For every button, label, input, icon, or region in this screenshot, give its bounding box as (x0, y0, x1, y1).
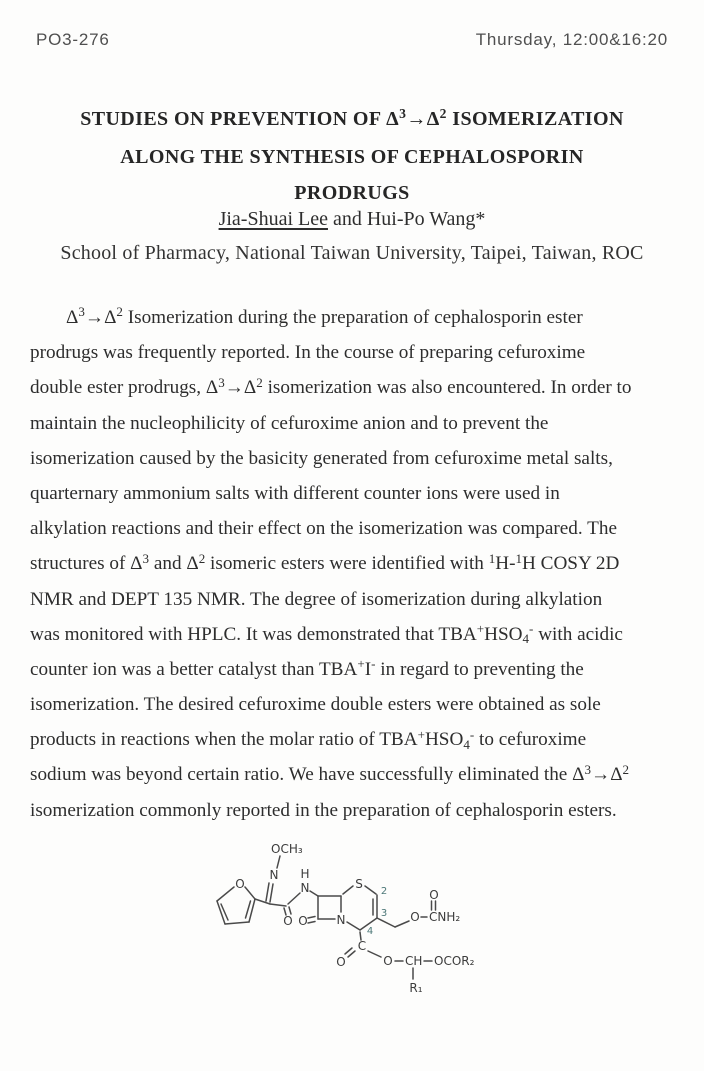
och3-label: OCH₃ (271, 842, 303, 856)
abstract-line: alkylation reactions and their effect on the isomerization was compared. The (30, 518, 617, 540)
ester-ocor2-label: OCOR₂ (434, 954, 475, 968)
position-3-label: 3 (380, 908, 388, 919)
page-header (36, 30, 668, 50)
atom-labels (235, 842, 474, 995)
authors-line (0, 208, 704, 231)
abstract-body (30, 300, 684, 828)
cefuroxime-structure-figure (200, 824, 590, 1024)
title-line: ALONG THE SYNTHESIS OF CEPHALOSPORIN (120, 146, 584, 168)
ring-n-label: N (336, 913, 346, 927)
carbamate-link-o-label: O (410, 910, 420, 924)
title-line: STUDIES ON PREVENTION OF $\Delta^3\to\Delta^2$ ISOMERIZATION (80, 106, 624, 130)
carbamate-cnh2-label: CNH₂ (429, 910, 461, 924)
affiliation: School of Pharmacy, National Taiwan University, Taipei, Taiwan, ROC (60, 242, 644, 264)
amide-n-label: N (300, 881, 310, 895)
ester-c-label: C (357, 939, 367, 953)
abstract-line: $\Delta^3\to\Delta^2$ Isomerization during the preparation of cephalosporin ester (66, 304, 583, 328)
amide-o-label: O (283, 914, 293, 928)
ester-ch-label: CH (405, 954, 423, 968)
ester-link-o-label: O (383, 954, 393, 968)
abstract-line: sodium was beyond certain ratio. We have successfully eliminated the $\Delta^3\to\Delta^2$ (30, 761, 630, 786)
abstract-line: structures of $\Delta^3$ and $\Delta^2$ isomeric esters were identified with $^1$H-$^1$H COSY 2D (30, 550, 620, 575)
abstract-line: NMR and DEPT 135 NMR. The degree of isomerization during alkylation (30, 588, 603, 610)
abstract-line: double ester prodrugs, $\Delta^3\to\Delta^2$ isomerization was also encountered. In order to (30, 374, 632, 399)
author-secondary: and Hui-Po Wang* (327, 208, 486, 230)
r1-label: R₁ (409, 981, 423, 995)
abstract-line: isomerization. The desired cefuroxime double esters were obtained as sole (30, 694, 601, 716)
abstract-line: products in reactions when the molar ratio of $TBA^+HSO_4^-$ to cefuroxime (30, 726, 587, 752)
ester-dbl-o-label: O (336, 955, 346, 969)
bond-lines (217, 856, 439, 979)
abstract-line: isomerization caused by the basicity generated from cefuroxime metal salts, (30, 447, 613, 469)
position-2-label: 2 (380, 886, 388, 897)
abstract-line: counter ion was a better catalyst than TBA+I- in regard to preventing the (30, 656, 584, 680)
position-4-label: 4 (366, 926, 374, 937)
carbamate-dbl-o-label: O (429, 888, 439, 902)
poster-number: PO3-276 (36, 30, 110, 49)
lactam-o-label: O (298, 914, 308, 928)
abstract-line: maintain the nucleophilicity of cefuroxime anion and to prevent the (30, 412, 549, 434)
abstract-line: isomerization commonly reported in the preparation of cephalosporin esters. (30, 799, 617, 821)
oxime-n-label: N (269, 868, 279, 882)
furan-o-label: O (235, 877, 245, 891)
author-presenting: Jia-Shuai Lee (218, 208, 328, 230)
ring-s-label: S (355, 877, 363, 891)
abstract-line: was monitored with HPLC. It was demonstrated that $TBA^+HSO_4^-$ with acidic (30, 621, 623, 646)
abstract-line: prodrugs was frequently reported. In the course of preparing cefuroxime (30, 342, 586, 364)
amide-h-label: H (300, 867, 310, 881)
abstract-line: quarternary ammonium salts with different counter ions were used in (30, 482, 560, 504)
title-line: PRODRUGS (294, 182, 410, 204)
session-time: Thursday, 12:00&16:20 (475, 30, 668, 49)
paper-title (0, 101, 704, 211)
